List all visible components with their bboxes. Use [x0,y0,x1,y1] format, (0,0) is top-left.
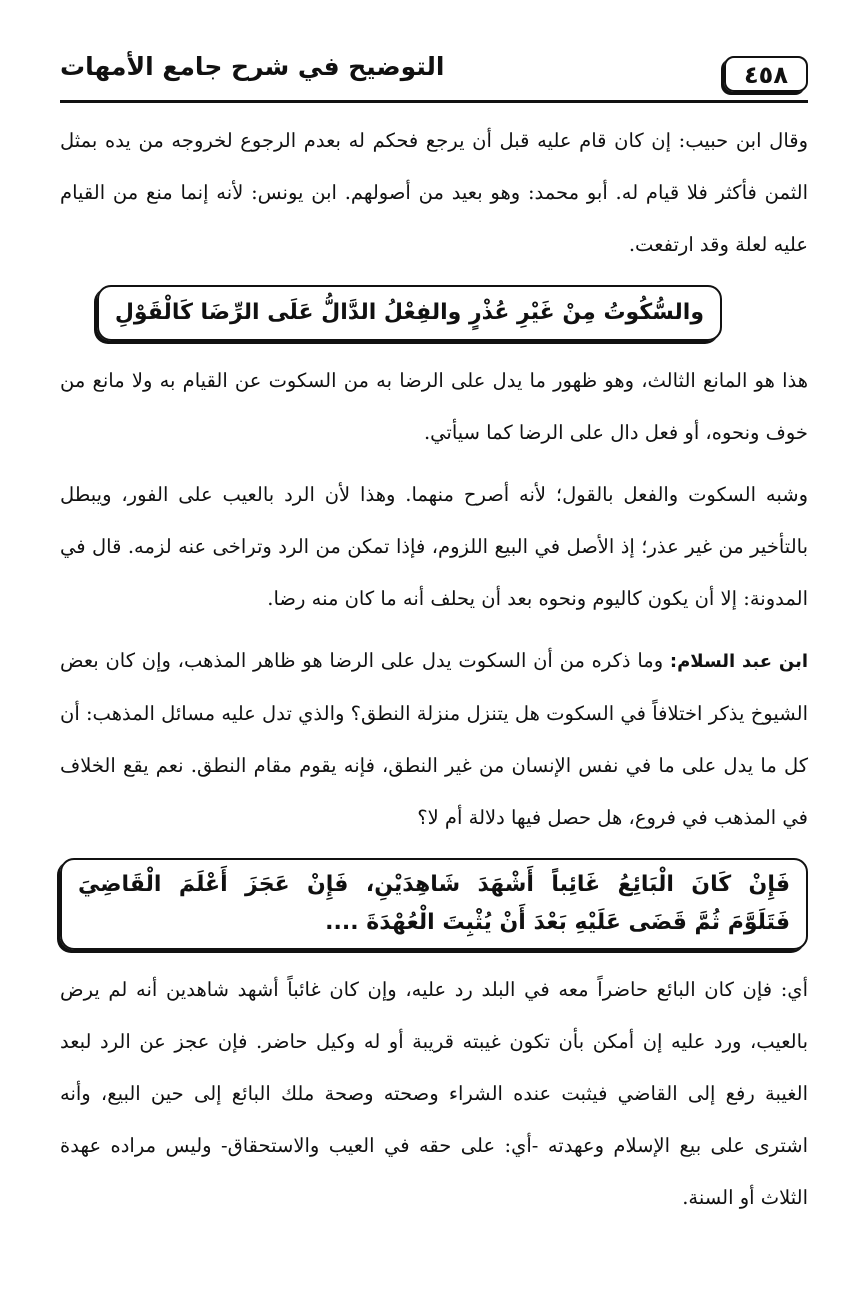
paragraph-1 [60,115,808,271]
matn-text: والسُّكُوتُ مِنْ غَيْرِ عُذْرٍ والفِعْلُ الدَّالُّ عَلَى الرِّضَا كَالْقَوْلِ [114,300,704,325]
paragraph-4 [60,635,808,844]
paragraph-line: وما ذكره من أن السكوت يدل على الرضا هو ظاهر المذهب، وإن كان [105,649,664,672]
paragraph-line: أي: فإن كان البائع حاضراً معه في البلد رد عليه، وإن كان غائباً أشهد شاهدين أنه لم [108,978,808,1001]
matn-box-1 [97,285,722,341]
page-body [60,115,808,1224]
paragraph-line: ولا مانع من خوف ونحوه، أو فعل دال على الرضا كما سيأتي. [60,369,808,444]
paragraph-line: هذا هو المانع الثالث، وهو ظهور ما يدل على الرضا به من السكوت عن القيام به [159,369,809,392]
paragraph-line: لزمه. قال في المدونة: إلا أن يكون كاليوم ونحوه بعد أن يحلف أنه ما كان منه رضا. [60,535,808,610]
paragraph-line: ويبطل بالتأخير من غير عذر؛ إذ الأصل في البيع اللزوم، فإذا تمكن من الرد وتراخى عنه [60,483,809,558]
paragraph-line: يده بمثل الثمن فأكثر فلا قيام له. أبو محمد: وهو بعيد من أصولهم. ابن يونس: لأنه إنما [60,129,808,204]
paragraph-line: وليس مراده عهدة الثلاث أو السنة. [60,1134,808,1209]
paragraph-line: بعض الشيوخ يذكر اختلافاً في السكوت هل يتنزل منزلة النطق؟ والذي تدل عليه [60,649,808,725]
matn-line: فَإِنْ كَانَ الْبَائِعُ غَائِباً أَشْهَدَ شَاهِدَيْنِ، فَإِنْ عَجَزَ أَعْلَمَ الْقَاضِيَ [78,872,790,897]
matn-box-2 [60,858,808,950]
paragraph-line: مسائل المذهب: أن كل ما يدل على ما في نفس الإنسان من غير النطق، فإنه يقوم مقام [60,702,809,777]
header-rule [60,100,808,103]
paragraph-line: يرض بالعيب، ورد عليه إن أمكن بأن تكون غيبته قريبة أو له وكيل حاضر. فإن عجز [60,978,808,1053]
paragraph-line: عن الرد لبعد الغيبة رفع إلى القاضي فيثبت عنده الشراء وصحته وصحة ملك البائع إلى [60,1030,808,1105]
paragraph-line: حين البيع، وأنه اشترى على بيع الإسلام وعهدته -أي: على حقه في العيب والاستحقاق- [60,1082,808,1157]
matn-line: فَتَلَوَّمَ ثُمَّ قَضَى عَلَيْهِ بَعْدَ أَنْ يُثْبِتَ الْعُهْدَةَ .... [325,910,790,935]
paragraph-3 [60,469,808,625]
paragraph-line: وشبه السكوت والفعل بالقول؛ لأنه أصرح منهما. وهذا لأن الرد بالعيب على الفور، [121,483,808,506]
paragraph-line: وقال ابن حبيب: إن كان قام عليه قبل أن يرجع فحكم له بعدم الرجوع لخروجه من [138,129,809,152]
paragraph-line: منع من القيام عليه لعلة وقد ارتفعت. [60,181,808,256]
running-title: التوضيح في شرح جامع الأمهات [60,52,445,81]
page-header [60,48,808,100]
paragraph-line: النطق. نعم يقع الخلاف في المذهب في فروع، هل حصل فيها دلالة أم لا؟ [60,754,808,829]
paragraph-5 [60,964,808,1224]
paragraph-2 [60,355,808,459]
page-number: ٤٥٨ [724,56,808,92]
scholar-name: ابن عبد السلام: [669,651,808,672]
